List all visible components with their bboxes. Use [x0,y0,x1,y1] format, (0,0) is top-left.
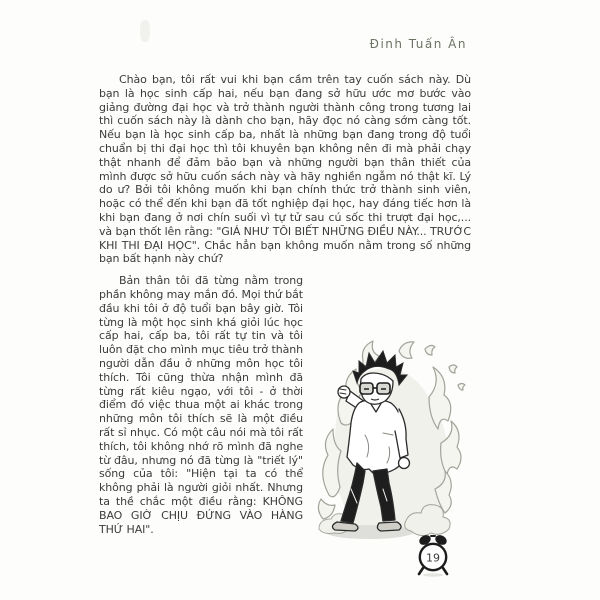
scan-artifact [140,20,150,42]
page-number: 19 [426,551,440,565]
running-header-author: Đinh Tuấn Ân [369,37,467,51]
alarm-clock-icon [414,533,452,577]
paragraph-2: Bản thân tôi đã từng nằm trong phần không may mắn đó. Mọi thứ bắt đầu khi tôi ở độ tuổi bạn bây giờ. Tôi từng là một học sinh khá giỏi lúc học cấp hai, cấp ba, tôi rất tự tin và tôi luôn đặt cho mình mục tiêu trở thành người dẫn đầu ở những môn học tôi thích. Tôi cũng thừa nhận mình đã từng rất kiêu ngạo, với tôi - ở thời điểm đó việc thua một ai khác trong những môn tôi thích sẽ là một điều rất sỉ nhục. Có một câu nói mà tôi rất thích, tôi không nhớ rõ mình đã nghe từ đâu, nhưng nó đã từng là "triết lý" sống của tôi: "Hiện tại ta có thể không phải là người giỏi nhất. Nhưng ta thề chắc một điều rằng: KHÔNG BAO GIỜ CHỊU ĐỨNG VÀO HÀNG THỨ HAI". [99,274,303,536]
page-number-badge [414,533,452,577]
body-text [99,73,471,561]
illustration-boy-flames [313,329,471,561]
paragraph-1: Chào bạn, tôi rất vui khi bạn cầm trên tay cuốn sách này. Dù bạn là học sinh cấp hai, nếu bạn đang sở hữu ước mơ bước vào giảng đường đại học và trở thành người thành công trong tương lai thì cuốn sách này là dành cho bạn, hãy đọc nó càng sớm càng tốt. Nếu bạn là học sinh cấp ba, nhất là những bạn đang trong độ tuổi chuẩn bị thi đại học thì tôi khuyên bạn không nên đi mà phải chạy thật nhanh để đảm bảo bạn và những người bạn thân thiết của mình được sở hữu cuốn sách này và hãy nghiền ngẫm nó thật kĩ. Lý do ư? Bởi tôi không muốn khi bạn chính thức trở thành sinh viên, hoặc có thể đến khi bạn đã tốt nghiệp đại học, hay đáng tiếc hơn là khi bạn đang ở nơi chín suối vì tự tử sau cú sốc thi trượt đại học,... và bạn thốt lên rằng: "GIÁ NHƯ TÔI BIẾT NHỮNG ĐIỀU NÀY... TRƯỚC KHI THI ĐẠI HỌC". Chắc hẳn bạn không muốn nằm trong số những bạn bất hạnh này chứ? [99,73,471,266]
boy-illustration-icon [313,329,471,561]
